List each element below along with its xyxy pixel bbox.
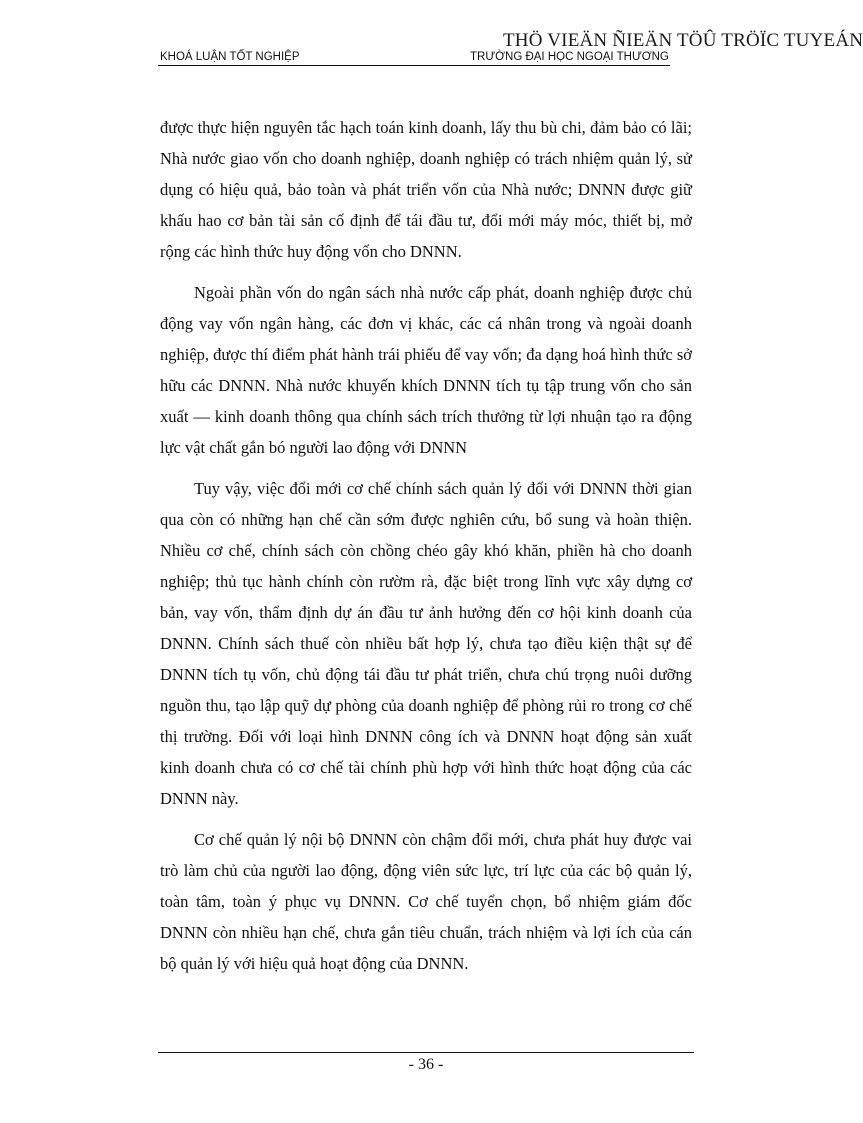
header-thesis-title: KHOÁ LUẬN TỐT NGHIỆP bbox=[160, 51, 300, 63]
header-university-name: TRƯỜNG ĐẠI HỌC NGOẠI THƯƠNG bbox=[470, 51, 669, 63]
paragraph-3: Tuy vậy, việc đổi mới cơ chế chính sách quản lý đối với DNNN thời gian qua còn có những hạn chế cần sớm được nghiên cứu, bổ sung và hoàn thiện. Nhiều cơ chế, chính sách còn chồng chéo gây khó khăn, phiền hà cho doanh nghiệp; thủ tục hành chính còn rườm rà, đặc biệt trong lĩnh vực xây dựng cơ bản, vay vốn, thẩm định dự án đầu tư ảnh hưởng đến cơ hội kinh doanh của DNNN. Chính sách thuế còn nhiều bất hợp lý, chưa tạo điều kiện thật sự để DNNN tích tụ vốn, chủ động tái đầu tư phát triển, chưa chú trọng nuôi dưỡng nguồn thu, tạo lập quỹ dự phòng của doanh nghiệp để phòng rủi ro trong cơ chế thị trường. Đối với loại hình DNNN công ích và DNNN hoạt động sản xuất kinh doanh chưa có cơ chế tài chính phù hợp với hình thức hoạt động của các DNNN này. bbox=[160, 479, 692, 808]
header-divider bbox=[158, 65, 670, 66]
paragraph-4: Cơ chế quản lý nội bộ DNNN còn chậm đổi mới, chưa phát huy được vai trò làm chủ của người lao động, động viên sức lực, trí lực của các bộ quản lý, toàn tâm, toàn ý phục vụ DNNN. Cơ chế tuyển chọn, bổ nhiệm giám đốc DNNN còn nhiều hạn chế, chưa gắn tiêu chuẩn, trách nhiệm và lợi ích của cán bộ quản lý với hiệu quả hoạt động của DNNN. bbox=[160, 830, 692, 973]
page-number: - 36 - bbox=[408, 1056, 444, 1073]
paragraph-1: được thực hiện nguyên tắc hạch toán kinh doanh, lấy thu bù chi, đảm bảo có lãi; Nhà nước giao vốn cho doanh nghiệp, doanh nghiệp có trách nhiệm quản lý, sử dụng có hiệu quả, bảo toàn và phát triển vốn của Nhà nước; DNNN được giữ khấu hao cơ bản tài sản cố định để tái đầu tư, đổi mới máy móc, thiết bị, mở rộng các hình thức huy động vốn cho DNNN. bbox=[160, 118, 692, 261]
paragraph-2: Ngoài phần vốn do ngân sách nhà nước cấp phát, doanh nghiệp được chủ động vay vốn ngân hàng, các đơn vị khác, các cá nhân trong và ngoài doanh nghiệp, được thí điểm phát hành trái phiếu để vay vốn; đa dạng hoá hình thức sở hữu các DNNN. Nhà nước khuyến khích DNNN tích tụ tập trung vốn cho sản xuất — kinh doanh thông qua chính sách trích thưởng từ lợi nhuận tạo ra động lực vật chất gắn bó người lao động với DNNN bbox=[160, 283, 692, 457]
footer-divider bbox=[158, 1052, 694, 1053]
body-text bbox=[160, 112, 692, 989]
watermark-text: THÖ VIEÄN ÑIEÄN TÖÛ TRÖÏC TUYEÁN bbox=[503, 30, 863, 51]
